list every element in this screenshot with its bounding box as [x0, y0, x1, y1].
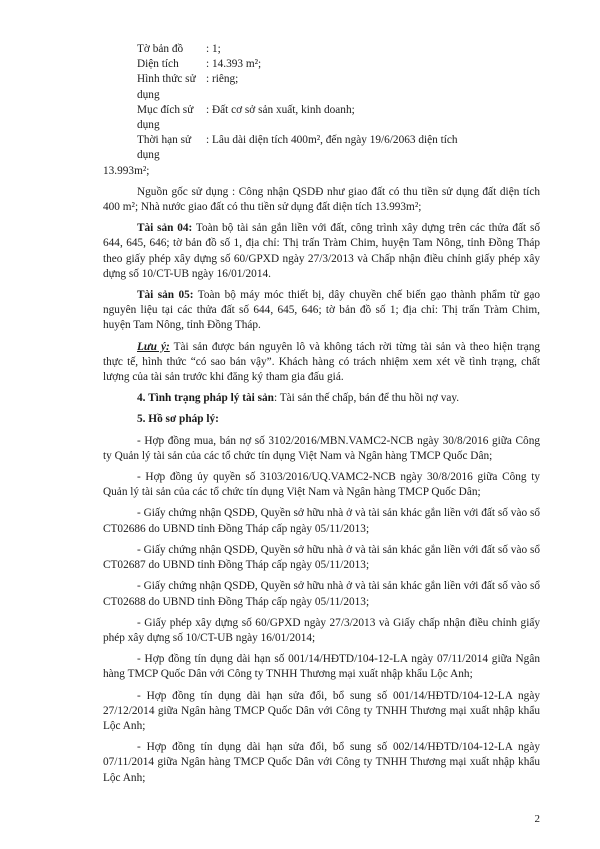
legal-docs-list — [103, 434, 540, 786]
note-label: Lưu ý: — [137, 340, 170, 353]
section-4-paragraph — [103, 391, 540, 406]
asset-5-label: Tài sản 05: — [137, 289, 194, 302]
term-continuation: 13.993m²; — [103, 164, 150, 177]
section-5-colon: : — [215, 413, 219, 426]
note-paragraph — [103, 340, 540, 386]
land-info-row — [103, 57, 540, 72]
land-info-label: Thời hạn sử dụng — [137, 134, 192, 162]
list-item: - Hợp đồng tín dụng dài hạn số 001/14/HĐTD/104-12-LA ngày 07/11/2014 giữa Ngân hàng TMCP Quốc Dân với Công ty TNHH Thương mại xuất nhập khẩu Lộc Anh; — [103, 653, 540, 681]
land-info-row — [103, 72, 540, 102]
note-text: Tài sản được bán nguyên lô và không tách rời từng tài sản và theo hiện trạng thực tế, hình thức “có sao bán vậy”. Khách hàng có trách nhiệm xem xét về tình trạng, chất lượng của tài sản trước khi đăng ký tham gia đấu giá. — [103, 340, 540, 384]
asset-5-text: Toàn bộ máy móc thiết bị, dây chuyền chế biến gạo thành phẩm từ gạo nguyên liệu tại các thửa đất số 644, 645, 646; tờ bản đồ số 1; địa chỉ: Thị trấn Tràm Chim, huyện Tam Nông, tỉnh Đồng Tháp. — [103, 289, 541, 332]
land-info-row — [103, 42, 540, 57]
land-info-label: Hình thức sử dụng — [137, 73, 196, 101]
land-info-value: : 14.393 m²; — [206, 58, 262, 71]
list-item: - Giấy phép xây dựng số 60/GPXD ngày 27/3/2013 và Giấy chấp nhận điều chỉnh giấy phép xây dựng số 10/CT-UB ngày 16/01/2014; — [103, 616, 540, 644]
list-item: - Hợp đồng tín dụng dài hạn sửa đổi, bổ sung số 001/14/HĐTD/104-12-LA ngày 27/12/2014 giữa Ngân hàng TMCP Quốc Dân với Công ty TNHH Thương mại xuất nhập khẩu Lộc Anh; — [103, 689, 540, 732]
asset-4-paragraph — [103, 221, 540, 282]
land-info-value: : 1; — [206, 43, 221, 55]
land-info-value: : Đất cơ sở sản xuất, kinh doanh; — [206, 103, 355, 116]
section-4-text: : Tài sản thế chấp, bán để thu hồi nợ vay. — [273, 392, 460, 405]
list-item: - Hợp đồng mua, bán nợ số 3102/2016/MBN.VAMC2-NCB ngày 30/8/2016 giữa Công ty Quản lý tài sản của các tổ chức tín dụng Việt Nam và Ngân hàng TMCP Quốc Dân; — [103, 434, 540, 462]
list-item: - Giấy chứng nhận QSDĐ, Quyền sở hữu nhà ở và tài sản khác gắn liền với đất số vào sổ CT02687 do UBND tỉnh Đồng Tháp cấp ngày 05/11/2013; — [103, 543, 540, 572]
origin-paragraph: Nguồn gốc sử dụng : Công nhận QSDĐ như giao đất có thu tiền sử dụng đất diện tích 400 m²; Nhà nước giao đất có thu tiền sử dụng đất diện tích 13.993m²; — [103, 185, 540, 214]
asset-5-paragraph — [103, 288, 540, 334]
land-info-table — [103, 42, 540, 179]
list-item: - Hợp đồng tín dụng dài hạn sửa đổi, bổ sung số 002/14/HĐTD/104-12-LA ngày 07/11/2014 giữa Ngân hàng TMCP Quốc Dân với Công ty TNHH Thương mại xuất nhập khẩu Lộc Anh; — [103, 741, 540, 784]
list-item: - Giấy chứng nhận QSDĐ, Quyền sở hữu nhà ở và tài sản khác gắn liền với đất số vào sổ CT02686 do UBND tỉnh Đồng Tháp cấp ngày 05/11/2013; — [103, 507, 540, 535]
land-info-label: Diện tích — [137, 58, 179, 71]
asset-4-label: Tài sản 04: — [137, 222, 193, 235]
section-5-heading-paragraph — [103, 412, 540, 427]
list-item: - Hợp đồng ủy quyền số 3103/2016/UQ.VAMC2-NCB ngày 30/8/2016 giữa Công ty Quản lý tài sản của các tổ chức tín dụng Việt Nam và Ngân hàng TMCP Quốc Dân; — [103, 471, 540, 499]
land-info-value: : riêng; — [206, 73, 239, 86]
land-info-label: Mục đích sử dụng — [137, 103, 194, 132]
section-5-heading: 5. Hồ sơ pháp lý — [137, 413, 216, 426]
page-number: 2 — [534, 813, 540, 825]
list-item: - Giấy chứng nhận QSDĐ, Quyền sở hữu nhà ở và tài sản khác gắn liền với đất số vào sổ CT02688 do UBND tỉnh Đồng Tháp cấp ngày 05/11/2013; — [103, 580, 540, 608]
land-info-value: : Lâu dài diện tích 400m², đến ngày 19/6/2063 diện tích — [206, 134, 458, 147]
land-info-row — [103, 103, 540, 133]
land-info-row — [103, 133, 540, 163]
section-4-heading: 4. Tình trạng pháp lý tài sản — [137, 392, 274, 405]
asset-4-text: Toàn bộ tài sản gắn liền với đất, công trình xây dựng trên các thửa đất số 644, 645, 646; tờ bản đồ số 1, địa chỉ: Thị trấn Tràm Chim, huyện Tam Nông, tỉnh Đồng Tháp theo giấy phép xây dựng số 60/GPXD ngày 27/3/2013 và Chấp nhận điều chỉnh giấy phép xây dựng số 10/CT-UB ngày 16/01/2014. — [103, 222, 540, 280]
land-info-label: Tờ bản đồ — [137, 43, 184, 55]
